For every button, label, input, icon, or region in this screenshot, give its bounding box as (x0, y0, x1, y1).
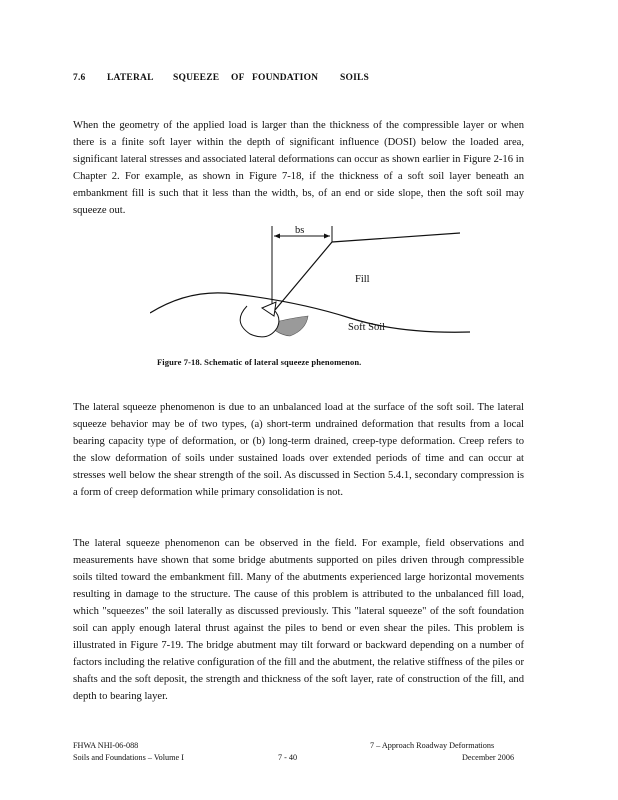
footer-chapter-title: 7 – Approach Roadway Deformations (370, 741, 495, 750)
embankment-outline (275, 233, 460, 310)
section-title-word: LATERAL (107, 73, 154, 83)
paragraph-intro: When the geometry of the applied load is larger than the thickness of the compressible layer or when there is a finite soft layer within the depth of significant influence (DOSI) below the loaded area, significant lateral stresses and associated lateral deformations can occur as shown earlier in Figure 2-16 in Chapter 2. For example, as shown in Figure 7-18, if the thickness of a soft soil layer beneath an embankment fill is such that it less than the width, bs, of an end or side slope, then the soft soil may squeeze out. (73, 119, 524, 217)
section-title-word: SQUEEZE (173, 73, 220, 83)
fill-label: Fill (355, 274, 370, 285)
figure-lateral-squeeze (150, 218, 470, 353)
dimension-label: bs (295, 225, 305, 236)
paragraph-phenomenon: The lateral squeeze phenomenon is due to an unbalanced load at the surface of the soft soil. The lateral squeeze behavior may be of two types, (a) short-term undrained deformation that results from a local bearing capacity type of deformation, or (b) long-term drained, creep-type deformation. Creep refers to the slow deformation of soils under sustained loads over extended periods of time and can occur at stresses well below the shear strength of the soil. As discussed in Section 5.4.1, secondary compression is a form of creep deformation while primary consolidation is not. (73, 401, 524, 499)
footer-report-number: FHWA NHI-06-088 (73, 741, 139, 750)
section-title-word: OF (231, 73, 245, 83)
footer-volume-title: Soils and Foundations – Volume I (73, 752, 184, 762)
footer-date: December 2006 (462, 752, 515, 762)
footer-left (73, 740, 184, 763)
soft-soil-label: Soft Soil (348, 322, 386, 333)
section-heading (73, 73, 369, 83)
paragraph-field-observations: The lateral squeeze phenomenon can be observed in the field. For example, field observations and measurements have shown that some bridge abutments supported on piles driven through compressible soils tilted toward the embankment fill. Many of the abutments experienced large horizontal movements resulting in damage to the structure. The cause of this problem is attributed to the unbalanced fill load, which "squeezes" the soil laterally as discussed previously. This "lateral squeeze" of the soft foundation soil can apply enough lateral thrust against the piles to bend or even shear the piles. This problem is illustrated in Figure 7-19. The bridge abutment may tilt forward or backward depending on a number of factors including the relative configuration of the fill and the abutment, the relative stiffness of the piles or shafts and the soft deposit, the strength and thickness of the soft layer, rate of construction of the fill, and depth to bearing layer. (73, 537, 524, 703)
section-number: 7.6 (73, 73, 86, 83)
section-title-word: SOILS (340, 73, 369, 83)
figure-caption: Figure 7-18. Schematic of lateral squeeze phenomenon. (157, 357, 362, 367)
ground-surface-line (150, 293, 470, 332)
footer-page-number: 7 - 40 (278, 753, 298, 762)
dimension-arrowhead-left (274, 234, 280, 239)
figure-diagram (150, 218, 470, 353)
section-title-word: FOUNDATION (252, 73, 319, 83)
footer-right (370, 740, 514, 763)
dimension-arrowhead-right (324, 234, 330, 239)
